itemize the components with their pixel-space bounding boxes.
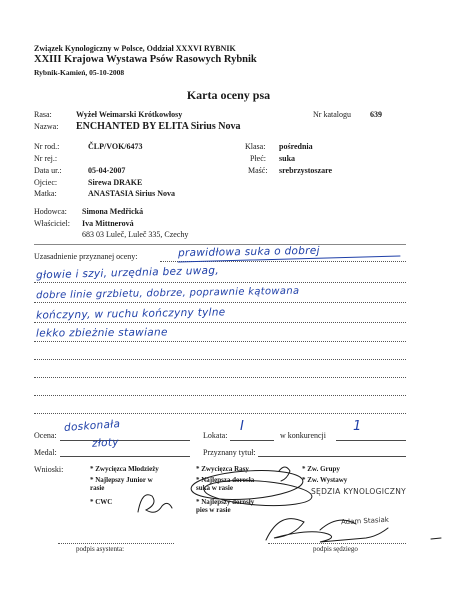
evaluation-underline: [178, 256, 400, 262]
judge-signature-label: podpis sędziego: [313, 545, 358, 553]
evaluation-line-3: dobre linie grzbietu, dobrze, poprawnie kątowana: [35, 285, 300, 302]
wlasciciel-label: Właściciel:: [34, 219, 70, 228]
rasa-label: Rasa:: [34, 110, 52, 119]
nr-rod-value: ČLP/VOK/6473: [88, 142, 143, 151]
nazwa-label: Nazwa:: [34, 122, 59, 131]
medal-label: Medal:: [34, 448, 57, 457]
klasa-label: Klasa:: [245, 142, 266, 151]
nr-rej-label: Nr rej.:: [34, 154, 58, 163]
assistant-signature: [138, 495, 172, 513]
evaluation-line-2: głowie i szyi, urzędnia bez uwag,: [35, 264, 220, 282]
check-mark: [279, 467, 290, 481]
award-circle-najlepsza-dorosla: [203, 477, 312, 508]
lokata-label: Lokata:: [203, 431, 228, 440]
konkurencja-value: 1: [353, 419, 362, 434]
evaluation-line-1: prawidłowa suka o dobrej: [177, 244, 320, 260]
place-date: Rybnik-Kamień, 05-10-2008: [34, 68, 125, 77]
award-zw-grupy: * Zw. Grupy: [302, 465, 340, 473]
klasa-value: pośrednia: [279, 142, 313, 151]
evaluation-line-4: kończyny, w ruchu kończyny tylne: [35, 306, 226, 322]
award-zwyciezca-mlodziezy: * Zwycięzca Młodzieży: [90, 465, 159, 473]
nr-rod-label: Nr rod.:: [34, 142, 60, 151]
evaluation-line-5: lekko zbieżnie stawiane: [35, 326, 168, 340]
hodowca-value: Simona Medřická: [82, 207, 144, 216]
medal-value: złoty: [91, 436, 120, 450]
award-najlepsza-dorosla: * Najlepsza dorosła suka w rasie: [196, 476, 255, 492]
hodowca-label: Hodowca:: [34, 207, 67, 216]
wnioski-label: Wnioski:: [34, 465, 64, 474]
award-najlepszy-junior: * Najlepszy Junior w rasie: [90, 476, 153, 492]
assistant-signature-label: podpis asystenta:: [76, 545, 125, 553]
judge-stamp-title: SĘDZIA KYNOLOGICZNY: [311, 487, 406, 496]
club-line: Związek Kynologiczny w Polsce, Oddział XXXVI RYBNIK: [34, 44, 236, 53]
masc-value: srebrzystoszare: [279, 166, 333, 175]
tytul-label: Przyznany tytuł:: [203, 448, 256, 457]
nr-katalogu-value: 639: [370, 110, 382, 119]
nazwa-value: ENCHANTED BY ELITA Sirius Nova: [76, 121, 241, 132]
wlasciciel-value: Iva Mittnerová: [82, 219, 134, 228]
plec-label: Płeć:: [250, 154, 266, 163]
owner-address: 683 03 Luleč, Luleč 335, Czechy: [82, 230, 189, 239]
matka-value: ANASTASIA Sirius Nova: [88, 189, 175, 198]
award-najlepszy-dorosly: * Najlepszy dorosły pies w rasie: [196, 498, 255, 514]
data-ur-value: 05-04-2007: [88, 166, 126, 175]
signature-tick: [431, 538, 441, 539]
award-cwc: * CWC: [90, 498, 113, 506]
ocena-label: Ocena:: [34, 431, 57, 440]
judge-signature: [266, 519, 388, 542]
nr-katalogu-label: Nr katalogu: [313, 110, 351, 119]
award-zw-wystawy: * Zw. Wystawy: [302, 476, 348, 484]
lokata-value: I: [240, 419, 245, 434]
rasa-value: Wyżeł Weimarski Krótkowłosy: [76, 110, 183, 119]
data-ur-label: Data ur.:: [34, 166, 62, 175]
ocena-value: doskonała: [63, 418, 121, 434]
judge-signature-flourish: [320, 520, 356, 530]
masc-label: Maść:: [248, 166, 268, 175]
matka-label: Matka:: [34, 189, 57, 198]
plec-value: suka: [279, 154, 296, 163]
evaluation-label: Uzasadnienie przyznanej oceny:: [34, 252, 138, 261]
ojciec-label: Ojciec:: [34, 178, 58, 187]
ojciec-value: Sirewa DRAKE: [88, 178, 143, 187]
card-title: Karta oceny psa: [186, 88, 271, 102]
award-zwyciezca-rasy: * Zwycięzca Rasy: [196, 465, 249, 473]
show-title: XXIII Krajowa Wystawa Psów Rasowych Rybnik: [34, 54, 257, 65]
judge-stamp-name: Adam Stasiak: [340, 515, 390, 527]
konkurencja-label: w konkurencji: [280, 431, 326, 440]
